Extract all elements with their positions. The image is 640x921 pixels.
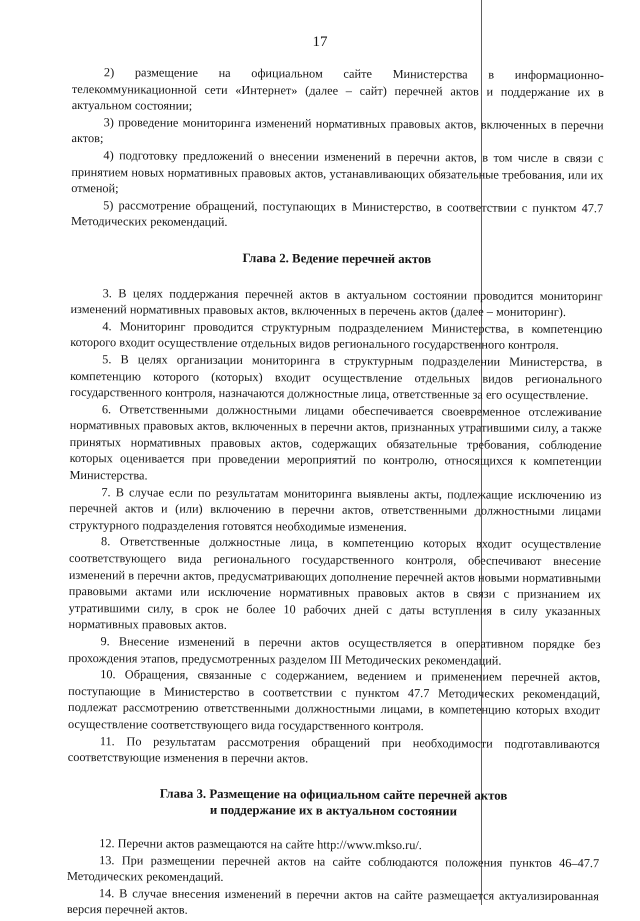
paragraph-11: 11. По результатам рассмотрения обращений при необходимости подготавливаются соответствующие изменения в перечни актов. — [67, 733, 600, 766]
paragraph-10: 10. Обращения, связанные с содержанием, ведением и применением перечней актов, поступающие в Министерство в соответствии с пунктом 47.7 Методических рекомендаций, подлежат рассмотрению ответственными должностными лицами, в компетенцию которых входит осуществление соответствующего вида государственного контроля. — [67, 667, 601, 734]
paragraph-6: 6. Ответственными должностными лицами обеспечивается своевременное отслеживание нормативных правовых актов, включенных в перечни актов, признанных утратившими силу, а также принятых нормативных правовых актов, содержащих обязательные требования, соблюдение которых оценивается при проведении мероприятий по контролю, относящихся к компетенции Министерства. — [69, 401, 602, 483]
paragraph-7: 7. В случае если по результатам мониторинга выявлены акты, подлежащие исключению из перечней актов и (или) включению в перечни актов, ответственными должностными лицами структурного подразделения готовятся необходимые изменения. — [69, 484, 602, 534]
page-number: 17 — [312, 34, 328, 50]
intro-item-3: 3) проведение мониторинга изменений нормативных правовых актов, включенных в перечни актов; — [71, 114, 604, 146]
document-body — [67, 64, 604, 921]
paragraph-3: 3. В целях поддержания перечней актов в актуальном состоянии проводится мониторинг изменений нормативных правовых актов, включенных в перечень актов (далее – мониторинг). — [70, 285, 603, 320]
paragraph-13: 13. При размещении перечней актов на сайте соблюдаются положения пунктов 46–47.7 Методических рекомендаций. — [66, 852, 600, 885]
paragraph-4: 4. Мониторинг проводится структурным подразделением Министерства, в компетенцию которого входит осуществление отдельных видов регионального государственного контроля. — [70, 318, 603, 353]
chapter-3-heading-line-2: и поддержание их в актуальном состоянии — [209, 803, 458, 819]
paragraph-8: 8. Ответственные должностные лица, в компетенцию которых входит осуществление соответствующего вида регионального государственного контроля, обеспечивают внесение изменений в перечни актов, предусматривающих дополнение перечней актов новыми нормативными правовыми актами или исключение нормативных правовых актов в связи с признанием их утратившими силу, в срок не более 10 рабочих дней с даты вступления в силу указанных нормативных правовых актов. — [68, 534, 602, 633]
paragraph-12: 12. Перечни актов размещаются на сайте http://www.mkso.ru/. — [99, 836, 422, 853]
paragraph-9: 9. Внесение изменений в перечни актов осуществляется в оперативном порядке без прохождения этапов, предусмотренных разделом III Методических рекомендаций. — [68, 634, 601, 668]
paragraph-5: 5. В целях организации мониторинга в структурным подразделении Министерства, в компетенцию которого (которых) входит осуществление отдельных видов регионального государственного контроля, назначаются должностные лица, ответственные за его осуществление. — [69, 352, 603, 403]
intro-item-4: 4) подготовку предложений о внесении изменений в перечни актов, в том числе в связи с принятием новых нормативных правовых актов, устанавливающих обязательные требования, или их отменой; — [71, 148, 604, 196]
chapter-3-heading-line-1: Глава 3. Размещение на официальном сайте перечней актов — [159, 786, 508, 803]
paragraph-14: 14. В случае внесения изменений в перечни актов на сайте размещается актуализированная версия перечней актов. — [66, 885, 599, 918]
intro-item-5: 5) рассмотрение обращений, поступающих в Министерство, в соответствии с пунктом 47.7 Методических рекомендаций. — [70, 197, 604, 230]
chapter-2-heading: Глава 2. Ведение перечней актов — [242, 250, 432, 267]
intro-item-2: 2) размещение на официальном сайте Министерства в информационно-телекоммуникационной сети «Интернет» (далее – сайт) перечней актов и поддержание их в актуальном состоянии; — [71, 65, 604, 113]
